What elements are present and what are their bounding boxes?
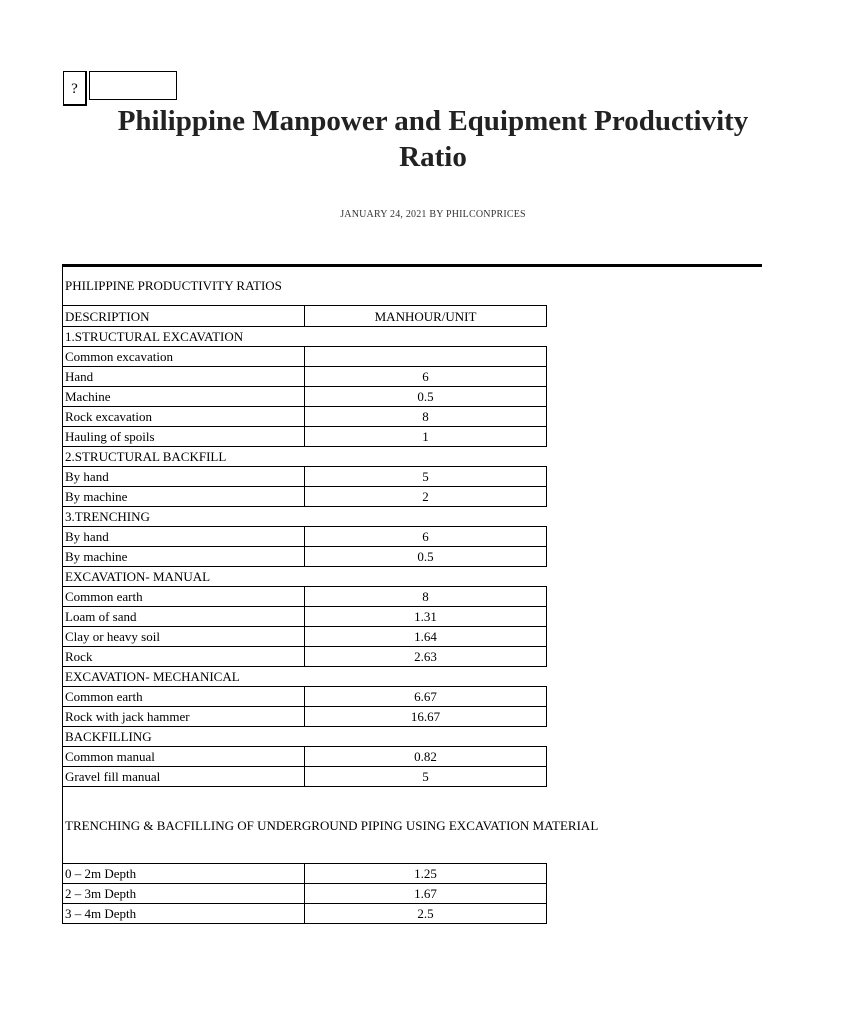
row-value: 8: [305, 587, 547, 607]
row-value: 6: [305, 367, 547, 387]
table-row: [63, 627, 763, 647]
table-row: [63, 427, 763, 447]
row-value: 2.63: [305, 647, 547, 667]
productivity-table: [62, 264, 762, 924]
long-heading-row: [63, 787, 763, 864]
row-description: By hand: [63, 527, 305, 547]
post-byline: JANUARY 24, 2021 BY PHILCONPRICES: [340, 209, 526, 220]
table-row: [63, 467, 763, 487]
section-label: EXCAVATION- MANUAL: [63, 567, 305, 587]
table-row: [63, 587, 763, 607]
table-row: [63, 687, 763, 707]
row-description: By hand: [63, 467, 305, 487]
row-value: 2.5: [305, 904, 547, 924]
row-description: Gravel fill manual: [63, 767, 305, 787]
section-label: 1.STRUCTURAL EXCAVATION: [63, 327, 305, 347]
help-button[interactable]: ?: [63, 71, 87, 106]
row-value: 0.5: [305, 547, 547, 567]
section-label: 2.STRUCTURAL BACKFILL: [63, 447, 305, 467]
table-row: [63, 367, 763, 387]
long-heading: TRENCHING & BACFILLING OF UNDERGROUND PIPING USING EXCAVATION MATERIAL: [63, 787, 547, 864]
row-description: By machine: [63, 547, 305, 567]
row-description: Rock excavation: [63, 407, 305, 427]
row-description: 0 – 2m Depth: [63, 864, 305, 884]
row-value: 5: [305, 767, 547, 787]
table-row: [63, 347, 763, 367]
row-value: 0.5: [305, 387, 547, 407]
row-value: 1: [305, 427, 547, 447]
table-row: [63, 864, 763, 884]
table-row: [63, 904, 763, 924]
row-description: Clay or heavy soil: [63, 627, 305, 647]
row-description: Hand: [63, 367, 305, 387]
row-value: 1.67: [305, 884, 547, 904]
row-value: 6: [305, 527, 547, 547]
row-value: 5: [305, 467, 547, 487]
page-title-line2: Ratio: [399, 141, 467, 173]
row-description: Common manual: [63, 747, 305, 767]
row-description: Hauling of spoils: [63, 427, 305, 447]
header-unit: MANHOUR/UNIT: [305, 306, 547, 327]
row-description: Rock with jack hammer: [63, 707, 305, 727]
row-value: 0.82: [305, 747, 547, 767]
row-value: 1.25: [305, 864, 547, 884]
row-value: 16.67: [305, 707, 547, 727]
row-value: 1.31: [305, 607, 547, 627]
row-description: By machine: [63, 487, 305, 507]
table-row: [63, 527, 763, 547]
row-description: 3 – 4m Depth: [63, 904, 305, 924]
table-row: [63, 487, 763, 507]
section-row: [63, 667, 763, 687]
header-description: DESCRIPTION: [63, 306, 305, 327]
row-description: Common excavation: [63, 347, 305, 367]
table-row: [63, 884, 763, 904]
row-value: 2: [305, 487, 547, 507]
table-row: [63, 607, 763, 627]
row-description: 2 – 3m Depth: [63, 884, 305, 904]
section-row: [63, 327, 763, 347]
section-label: 3.TRENCHING: [63, 507, 305, 527]
table-row: [63, 647, 763, 667]
section-row: [63, 447, 763, 467]
table-row: [63, 767, 763, 787]
row-value: 1.64: [305, 627, 547, 647]
row-description: Common earth: [63, 587, 305, 607]
table-row: [63, 387, 763, 407]
section-row: [63, 727, 763, 747]
section-label: BACKFILLING: [63, 727, 305, 747]
row-description: Loam of sand: [63, 607, 305, 627]
section-row: [63, 507, 763, 527]
productivity-table-container: [62, 264, 598, 954]
row-value: 6.67: [305, 687, 547, 707]
row-description: Common earth: [63, 687, 305, 707]
table-caption: PHILIPPINE PRODUCTIVITY RATIOS: [63, 266, 547, 306]
row-value: 8: [305, 407, 547, 427]
page-title-line1: Philippine Manpower and Equipment Productivity: [117, 105, 749, 137]
section-row: [63, 567, 763, 587]
row-description: Rock: [63, 647, 305, 667]
section-label: EXCAVATION- MECHANICAL: [63, 667, 305, 687]
table-row: [63, 707, 763, 727]
table-row: [63, 547, 763, 567]
table-row: [63, 407, 763, 427]
row-value: [305, 347, 547, 367]
byline-area: [0, 0, 598, 240]
table-caption-row: [63, 266, 763, 306]
table-header-row: [63, 306, 763, 327]
row-description: Machine: [63, 387, 305, 407]
table-row: [63, 747, 763, 767]
